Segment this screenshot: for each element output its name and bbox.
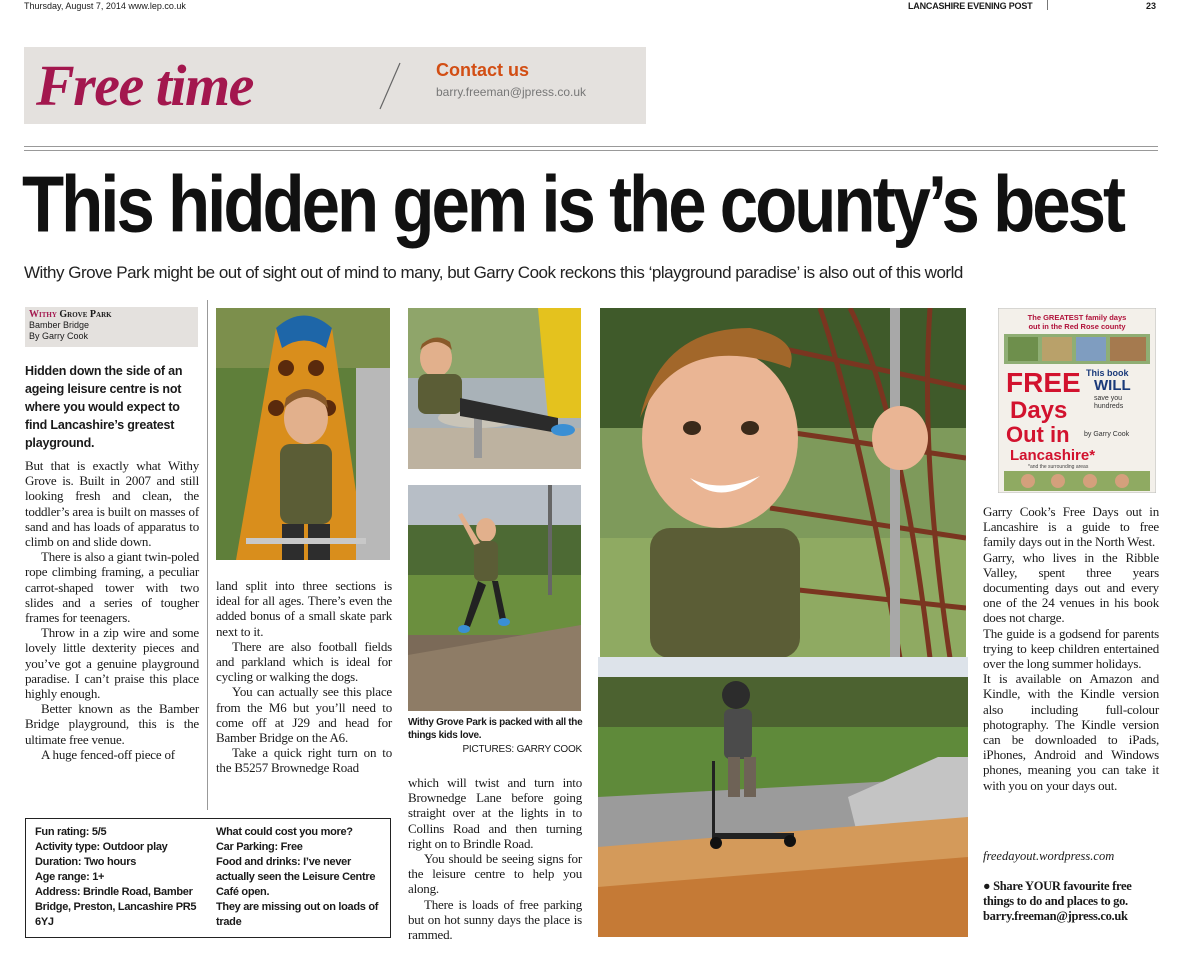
contact-email[interactable]: barry.freeman@jpress.co.uk (436, 85, 587, 99)
venue-name-accent: Withy (29, 309, 57, 320)
body-column-2 (216, 578, 392, 776)
book-website-link[interactable]: freedayout.wordpress.com (983, 849, 1115, 863)
header-rule (24, 146, 1158, 147)
page-number: 23 (1146, 1, 1157, 11)
body-paragraph: Better known as the Bamber Bridge playground, this is the ultimate free venue. (25, 701, 199, 747)
book-cover-hundreds: hundreds (1094, 403, 1124, 410)
book-paragraph: Garry, who lives in the Ribble Valley, spent three years documenting days out and every one of the 24 venues in his book does not charge. (983, 549, 1159, 626)
fact-car-parking: Car Parking: Free (216, 841, 303, 853)
body-paragraph: There is loads of free parking but on hot sunny days the place is rammed. (408, 896, 582, 943)
body-paragraph: which will twist and turn into Brownedge Lane before going straight over at the lights in to Collins Road and then turning right on to Brindle Road. (408, 775, 582, 851)
bullet-icon: ● (983, 879, 991, 893)
venue-info-panel (25, 307, 198, 347)
book-promo-text (983, 504, 1159, 793)
book-cover-county: Lancashire* (1010, 447, 1096, 464)
book-cover-will: WILL (1094, 377, 1131, 394)
book-cover-out-in: Out in (1006, 422, 1070, 447)
body-column-3 (408, 775, 582, 942)
standfirst: Withy Grove Park might be out of sight out of mind to many, but Garry Cook reckons this ‘playground paradise’ is also out of this world (24, 263, 963, 282)
fact-costs-heading: What could cost you more? (216, 826, 353, 838)
masthead-divider (1047, 0, 1048, 10)
body-paragraph: Take a quick right turn on to the B5257 Brownedge Road (216, 745, 392, 776)
fact-missing-trade: They are missing out on loads of trade (216, 901, 379, 928)
headline: This hidden gem is the county’s best (22, 160, 1123, 249)
photo-credit: PICTURES: GARRY COOK (462, 744, 582, 755)
book-cover-author: by Garry Cook (1084, 431, 1130, 438)
fact-box-right (216, 825, 384, 930)
byline: By Garry Cook (29, 331, 89, 341)
intro-paragraph: Hidden down the side of an ageing leisure centre is not where you would expect to find Lancashire’s greatest playground. (25, 364, 183, 450)
book-cover-save: save you (1094, 395, 1123, 402)
share-text: Share YOUR favourite free things to do and places to go. (983, 879, 1132, 908)
photo-boy-scooter-skatepark (598, 657, 968, 937)
masthead (0, 0, 1200, 14)
contact-label: Contact us (436, 60, 530, 80)
paper-name: LANCASHIRE EVENING POST (908, 1, 1033, 11)
book-cover-tagline-2: out in the Red Rose county (1028, 322, 1126, 331)
book-paragraph: Garry Cook’s Free Days out in Lancashire is a guide to free family days out in the North West. (983, 504, 1159, 550)
photo-boy-jumping (408, 485, 581, 711)
body-paragraph: You should be seeing signs for the leisure centre to help you along. (408, 851, 582, 897)
venue-name-rest: Grove Park (59, 309, 112, 320)
body-paragraph: land split into three sections is ideal for all ages. There’s even the added bonus of a small skate park next to it. (216, 578, 392, 639)
body-paragraph: Throw in a zip wire and some lovely little dexterity pieces and you’ve got a genuine playground paradise. I can’t praise this place highly enough. (25, 625, 199, 702)
photo-boy-on-tower (216, 308, 390, 560)
book-cover-free: FREE (1006, 367, 1081, 398)
venue-location: Bamber Bridge (29, 320, 90, 330)
book-cover-claim: This book (1086, 368, 1129, 378)
share-email[interactable]: barry.freeman@jpress.co.uk (983, 909, 1128, 923)
fact-food-drinks: Food and drinks: I’ve never actually seen the Leisure Centre Café open. (216, 856, 376, 898)
book-cover-days: Days (1010, 397, 1068, 424)
photo-boy-closeup (600, 308, 966, 658)
fact-activity-type: Activity type: Outdoor play (35, 841, 168, 853)
share-callout (983, 879, 1163, 924)
body-paragraph: You can actually see this place from the M6 but you’ll need to come off at J29 and head for Bamber Bridge on the A6. (216, 684, 392, 746)
body-paragraph: There are also football fields and parkland which is ideal for cycling or walking the dogs. (216, 638, 392, 685)
photo-boy-on-spinner (408, 308, 581, 469)
venue-name (29, 309, 194, 320)
fact-age-range: Age range: 1+ (35, 871, 105, 883)
book-cover-tagline: The GREATEST family days (1027, 313, 1127, 322)
book-paragraph: The guide is a godsend for parents trying to keep children entertained over the long summer holidays. (983, 625, 1159, 672)
header-rule (24, 150, 1158, 151)
section-title: Free time (36, 53, 253, 118)
column-divider (207, 300, 208, 810)
fact-box-left (35, 825, 209, 930)
fact-duration: Duration: Two hours (35, 856, 137, 868)
fact-address: Address: Brindle Road, Bamber Bridge, Preston, Lancashire PR5 6YJ (35, 886, 197, 928)
fact-box (25, 818, 391, 938)
fact-fun-rating: Fun rating: 5/5 (35, 826, 107, 838)
section-banner (24, 47, 646, 124)
body-paragraph: A huge fenced-off piece of (41, 746, 175, 762)
body-column-1 (25, 458, 199, 762)
body-paragraph: But that is exactly what Withy Grove is. Built in 2007 and still looking fresh and clean, the toddler’s area is built on masses of sand and has loads of apparatus to climb on and slide down. (25, 458, 199, 550)
book-cover (998, 308, 1156, 493)
photo-caption: Withy Grove Park is packed with all the things kids love. (408, 717, 583, 741)
slash-divider-icon (362, 61, 418, 111)
book-paragraph: It is available on Amazon and Kindle, with the Kindle version also including full-colour photography. The Kindle version can be downloaded to iPads, iPhones, Android and Windows phones, meaning you can take it with you on your days out. (983, 671, 1159, 793)
date-and-site: Thursday, August 7, 2014 www.lep.co.uk (24, 1, 186, 11)
body-paragraph: There is also a giant twin-poled rope climbing framing, a peculiar carrot-shaped tower with two slides and a series of tougher frames for teenagers. (25, 549, 199, 626)
book-cover-footnote: *and the surrounding areas (1028, 464, 1089, 470)
